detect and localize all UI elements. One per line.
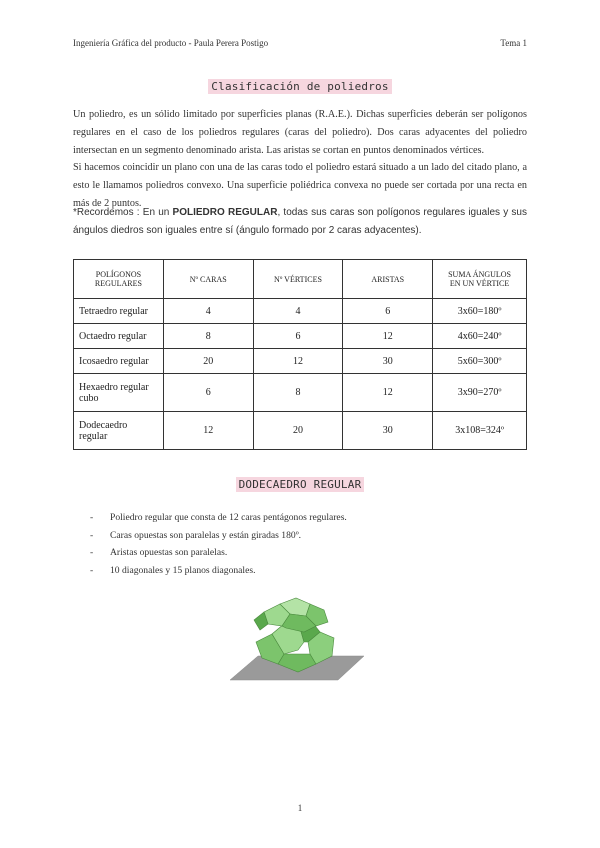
cell-name: Icosaedro regular bbox=[74, 349, 164, 374]
header-course-title: Ingeniería Gráfica del producto - Paula Perera Postigo bbox=[73, 38, 269, 48]
header-faces: Nº CARAS bbox=[163, 260, 253, 299]
cell-angle-sum: 4x60=240º bbox=[433, 324, 527, 349]
section-title-text: Clasificación de poliedros bbox=[208, 79, 391, 94]
cell-angle-sum: 3x108=324º bbox=[433, 412, 527, 450]
paragraph-note bbox=[73, 204, 527, 240]
cell-vertices: 4 bbox=[253, 299, 343, 324]
table-row bbox=[74, 299, 527, 324]
list-item: - Poliedro regular que consta de 12 caras pentágonos regulares. bbox=[90, 509, 347, 527]
cell-name: Tetraedro regular bbox=[74, 299, 164, 324]
dodecahedron-properties-list bbox=[90, 509, 347, 579]
paragraph-convex: Si hacemos coincidir un plano con una de las caras todo el poliedro estará situado a un lado del citado plano, a esto le llamamos poliedros convexo. Una superficie poliédrica convexa no puede ser cortada por una recta en más de 2 puntos. bbox=[73, 162, 527, 209]
cell-edges: 6 bbox=[343, 299, 433, 324]
cell-angle-sum: 5x60=300º bbox=[433, 349, 527, 374]
note-suffix: , todas sus caras son polígonos regulares iguales y sus ángulos diedros son iguales entre sí (ángulo formado por 2 caras adyacentes). bbox=[73, 207, 527, 236]
paragraph-definition: Un poliedro, es un sólido limitado por superficies planas (R.A.E.). Dichas superficies deberán ser polígonos regulares en el caso de los poliedros regulares (caras del poliedro). Dos caras adyacentes del poliedro intersectan en un segmento denominado arista. Las aristas se cortan en puntos denominados vértices. bbox=[73, 109, 527, 156]
cell-faces: 12 bbox=[163, 412, 253, 450]
cell-edges: 30 bbox=[343, 412, 433, 450]
header-vertices: Nº VÉRTICES bbox=[253, 260, 343, 299]
cell-name: Dodecaedro regular bbox=[74, 412, 164, 450]
cell-edges: 12 bbox=[343, 374, 433, 412]
table-row bbox=[74, 374, 527, 412]
cell-vertices: 12 bbox=[253, 349, 343, 374]
cell-name: Hexaedro regular cubo bbox=[74, 374, 164, 412]
section-title-text: DODECAEDRO REGULAR bbox=[236, 477, 365, 492]
list-item: - 10 diagonales y 15 planos diagonales. bbox=[90, 562, 347, 580]
table-row bbox=[74, 324, 527, 349]
cell-name: Octaedro regular bbox=[74, 324, 164, 349]
list-item: - Aristas opuestas son paralelas. bbox=[90, 544, 347, 562]
cell-angle-sum: 3x60=180º bbox=[433, 299, 527, 324]
cell-vertices: 20 bbox=[253, 412, 343, 450]
note-prefix: *Recordemos : En un bbox=[73, 207, 173, 218]
cell-angle-sum: 3x90=270º bbox=[433, 374, 527, 412]
cell-faces: 8 bbox=[163, 324, 253, 349]
cell-vertices: 8 bbox=[253, 374, 343, 412]
dodecahedron-net-illustration bbox=[228, 590, 368, 687]
header-edges: ARISTAS bbox=[343, 260, 433, 299]
section-title-classification bbox=[0, 77, 600, 95]
header-angle-sum: SUMA ÁNGULOS EN UN VÉRTICE bbox=[433, 260, 527, 299]
list-item: - Caras opuestas son paralelas y están giradas 180º. bbox=[90, 527, 347, 545]
section-title-dodecahedron bbox=[0, 475, 600, 493]
table-header-row bbox=[74, 260, 527, 299]
cell-edges: 30 bbox=[343, 349, 433, 374]
cell-vertices: 6 bbox=[253, 324, 343, 349]
page-number: 1 bbox=[297, 803, 303, 813]
header-polygons: POLÍGONOS REGULARES bbox=[74, 260, 164, 299]
cell-faces: 6 bbox=[163, 374, 253, 412]
note-bold: POLIEDRO REGULAR bbox=[172, 207, 278, 218]
dodecahedron-net-image bbox=[228, 590, 368, 682]
cell-faces: 4 bbox=[163, 299, 253, 324]
cell-faces: 20 bbox=[163, 349, 253, 374]
cell-edges: 12 bbox=[343, 324, 433, 349]
polyhedra-table bbox=[73, 259, 527, 450]
header-topic: Tema 1 bbox=[500, 38, 527, 48]
table-row bbox=[74, 412, 527, 450]
table-row bbox=[74, 349, 527, 374]
